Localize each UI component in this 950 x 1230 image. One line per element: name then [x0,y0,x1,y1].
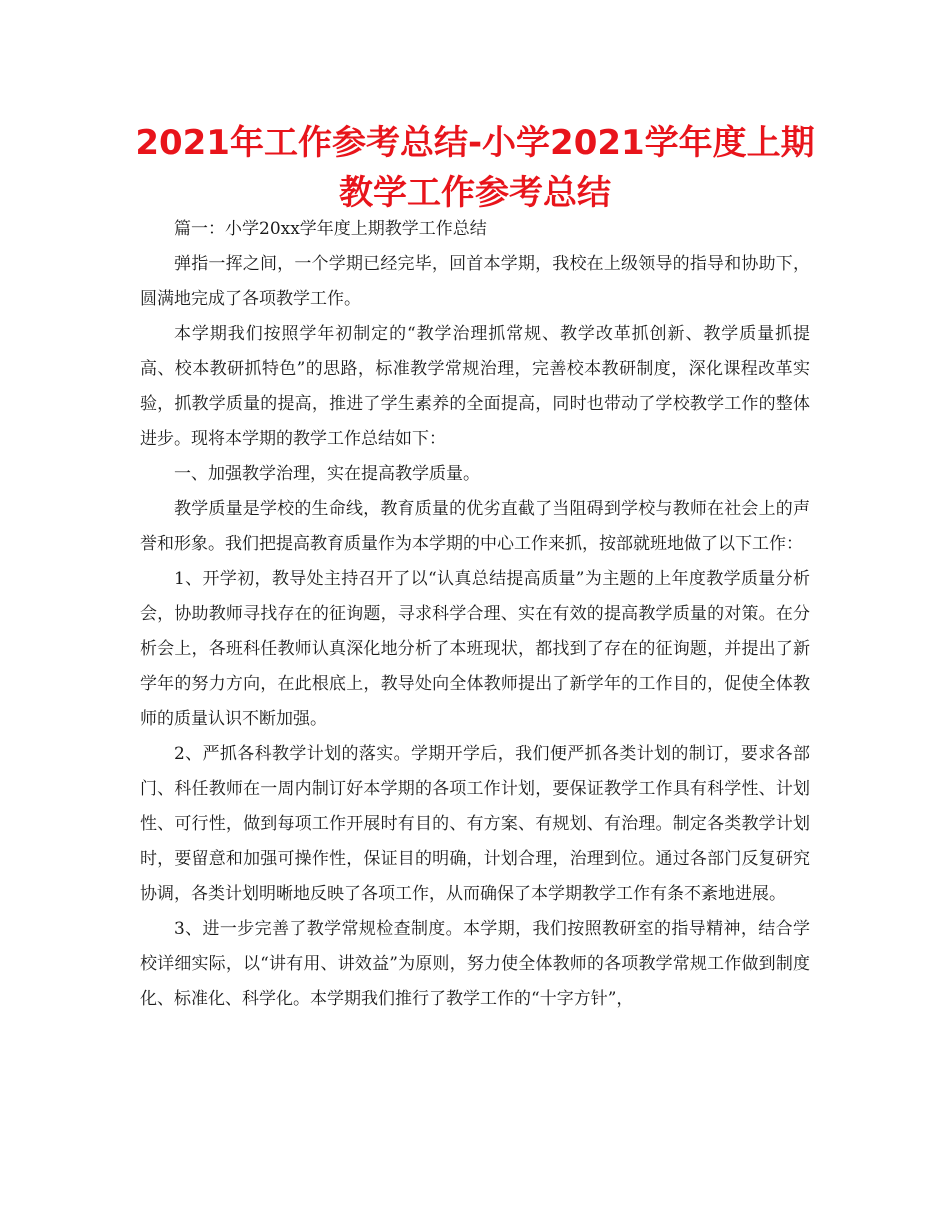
paragraph-intro: 弹指一挥之间，一个学期已经完毕，回首本学期，我校在上级领导的指导和协助下，圆满地完成了各项教学工作。 [140,254,810,309]
paragraph-heading-one: 一、加强教学治理，实在提高教学质量。 [174,464,480,484]
paragraph-section-heading: 篇一：小学20xx学年度上期教学工作总结 [174,219,487,239]
paragraph-item-3: 3、进一步完善了教学常规检查制度。本学期，我们按照教研室的指导精神，结合学校详细实际，以“讲有用、讲效益”为原则，努力使全体教师的各项教学常规工作做到制度化、标准化、科学化。本学期我们推行了教学工作的“十字方针”， [140,919,810,1009]
paragraph-item-2: 2、严抓各科教学计划的落实。学期开学后，我们便严抓各类计划的制订，要求各部门、科任教师在一周内制订好本学期的各项工作计划，要保证教学工作具有科学性、计划性、可行性，做到每项工作开展时有目的、有方案、有规划、有治理。制定各类教学计划时，要留意和加强可操作性，保证目的明确，计划合理，治理到位。通过各部门反复研究协调，各类计划明晰地反映了各项工作，从而确保了本学期教学工作有条不紊地进展。 [140,744,810,904]
paragraph-item-1: 1、开学初，教导处主持召开了以“认真总结提高质量”为主题的上年度教学质量分析会，协助教师寻找存在的征询题，寻求科学合理、实在有效的提高教学质量的对策。在分析会上，各班科任教师认真深化地分析了本班现状，都找到了存在的征询题，并提出了新学年的努力方向，在此根底上，教导处向全体教师提出了新学年的工作目的，促使全体教师的质量认识不断加强。 [140,569,810,729]
paragraph-overview: 本学期我们按照学年初制定的“教学治理抓常规、教学改革抓创新、教学质量抓提高、校本教研抓特色”的思路，标准教学常规治理，完善校本教研制度，深化课程改革实验，抓教学质量的提高，推进了学生素养的全面提高，同时也带动了学校教学工作的整体进步。现将本学期的教学工作总结如下： [140,324,810,449]
document-body [140,212,810,1017]
document-title: 2021年工作参考总结-小学2021学年度上期教学工作参考总结 [135,123,815,213]
paragraph-quality: 教学质量是学校的生命线，教育质量的优劣直截了当阻碍到学校与教师在社会上的声誉和形象。我们把提高教育质量作为本学期的中心工作来抓，按部就班地做了以下工作： [140,499,810,554]
